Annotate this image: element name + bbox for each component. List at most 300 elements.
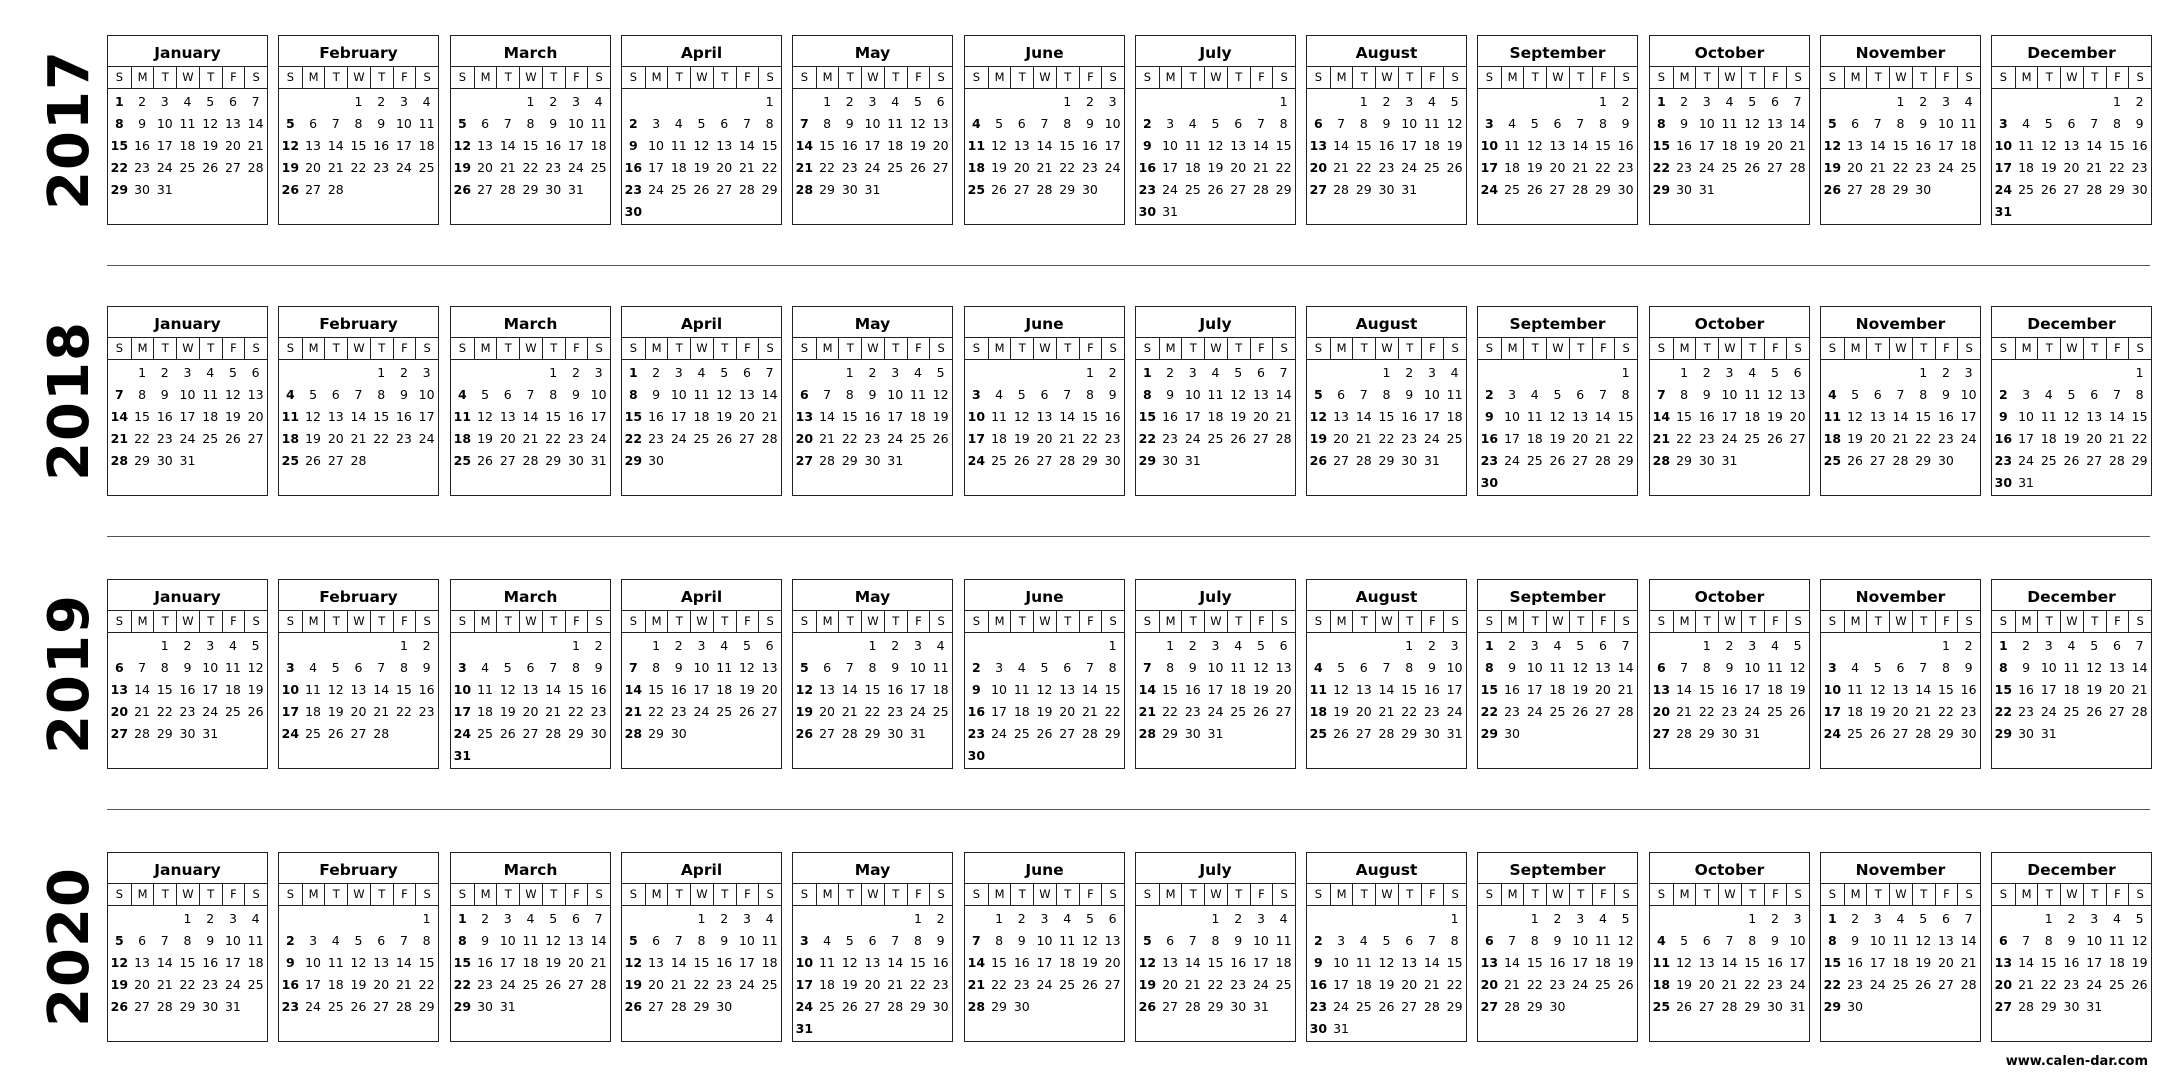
day-number: 16: [156, 409, 173, 424]
day-number: 19: [909, 138, 926, 153]
day-number: 15: [1138, 409, 1157, 424]
empty-day-cell: [1159, 91, 1182, 113]
day-number: 9: [1941, 387, 1950, 402]
day-number: 11: [1184, 138, 1201, 153]
day-number: 7: [1919, 660, 1928, 675]
day-number: 8: [1063, 116, 1072, 131]
day-number: 4: [720, 638, 729, 653]
day-number: 19: [693, 160, 710, 175]
day-number: 2: [1964, 638, 1973, 653]
weekday-header: T: [1227, 67, 1250, 88]
day-number: 28: [1915, 726, 1932, 741]
day-number: 1: [422, 911, 431, 926]
day-number: 26: [1549, 453, 1566, 468]
weekday-header: S: [929, 611, 952, 632]
day-grid: [1136, 360, 1295, 472]
day-number: 16: [841, 138, 858, 153]
month-calendar-april: [621, 306, 782, 496]
day-number: 17: [1744, 682, 1761, 697]
day-number: 16: [1960, 682, 1977, 697]
day-number: 11: [1059, 933, 1076, 948]
day-number: 12: [1676, 955, 1693, 970]
weekday-header: F: [1935, 611, 1958, 632]
weekday-header-row: [965, 884, 1124, 906]
day-number: 15: [1994, 682, 2013, 697]
day-number: 7: [1873, 116, 1882, 131]
day-number: 3: [995, 660, 1004, 675]
empty-day-cell: [2060, 91, 2083, 113]
day-number: 25: [281, 453, 300, 468]
day-number: 16: [648, 409, 665, 424]
weekday-header: M: [2015, 338, 2038, 359]
day-number: 11: [1960, 116, 1977, 131]
day-number: 24: [1207, 704, 1224, 719]
day-number: 7: [503, 116, 512, 131]
weekday-header: S: [1999, 341, 2007, 355]
day-number: 3: [1211, 638, 1220, 653]
day-number: 29: [179, 999, 196, 1014]
day-number: 11: [887, 116, 904, 131]
day-number: 9: [1017, 933, 1026, 948]
weekday-header: F: [393, 338, 416, 359]
empty-day-cell: [816, 635, 839, 657]
day-number: 21: [2131, 682, 2148, 697]
day-number: 31: [453, 748, 472, 763]
day-number: 12: [1446, 116, 1463, 131]
day-number: 4: [2067, 638, 2076, 653]
day-number: 28: [395, 999, 412, 1014]
weekday-header: S: [758, 67, 781, 88]
day-number: 4: [228, 638, 237, 653]
weekday-header-row: [965, 611, 1124, 633]
day-number: 12: [1766, 387, 1783, 402]
day-number: 25: [1275, 977, 1292, 992]
day-number: 23: [1013, 977, 1030, 992]
day-number: 21: [2018, 977, 2035, 992]
day-number: 16: [624, 160, 643, 175]
day-number: 17: [2018, 431, 2035, 446]
weekday-header: T: [2037, 338, 2060, 359]
day-number: 28: [1355, 453, 1372, 468]
day-number: 22: [1915, 431, 1932, 446]
day-number: 21: [1275, 409, 1292, 424]
day-number: 22: [624, 431, 643, 446]
day-number: 13: [1766, 116, 1783, 131]
empty-day-cell: [690, 91, 713, 113]
day-number: 21: [841, 704, 858, 719]
day-number: 10: [2040, 660, 2057, 675]
month-name: March: [451, 580, 610, 611]
day-number: 20: [1104, 955, 1121, 970]
day-number: 6: [1017, 116, 1026, 131]
month-name: August: [1307, 580, 1466, 611]
day-number: 11: [522, 933, 539, 948]
day-number: 8: [2112, 116, 2121, 131]
day-number: 11: [281, 409, 300, 424]
day-number: 1: [2135, 365, 2144, 380]
day-number: 11: [1446, 387, 1463, 402]
day-number: 20: [1994, 977, 2013, 992]
day-number: 31: [1721, 453, 1738, 468]
empty-day-cell: [1250, 91, 1273, 113]
day-number: 7: [1621, 638, 1630, 653]
day-number: 18: [1549, 682, 1566, 697]
day-number: 15: [179, 955, 196, 970]
day-number: 20: [247, 409, 264, 424]
day-number: 14: [247, 116, 264, 131]
day-grid: [965, 633, 1124, 767]
day-number: 22: [1207, 977, 1224, 992]
weekday-header: M: [2015, 884, 2038, 905]
empty-day-cell: [1010, 362, 1033, 384]
weekday-header: T: [884, 884, 907, 905]
day-number: 29: [1617, 453, 1634, 468]
day-number: 22: [1617, 431, 1634, 446]
day-number: 23: [477, 977, 494, 992]
day-number: 22: [110, 160, 129, 175]
day-number: 13: [932, 116, 949, 131]
day-number: 28: [624, 726, 643, 741]
day-number: 30: [967, 748, 986, 763]
day-number: 12: [693, 138, 710, 153]
month-calendar-december: [1991, 35, 2152, 225]
weekday-header: T: [2083, 884, 2106, 905]
day-number: 7: [160, 933, 169, 948]
day-number: 7: [2135, 638, 2144, 653]
day-number: 1: [138, 365, 147, 380]
day-grid: [1136, 906, 1295, 1018]
weekday-header: M: [131, 884, 154, 905]
weekday-header: T: [370, 67, 393, 88]
day-number: 10: [202, 660, 219, 675]
empty-day-cell: [1056, 362, 1079, 384]
weekday-header-row: [793, 67, 952, 89]
weekday-header-row: [1307, 338, 1466, 360]
day-number: 18: [761, 955, 778, 970]
weekday-header: T: [153, 338, 176, 359]
day-number: 31: [1184, 453, 1201, 468]
day-number: 6: [2112, 638, 2121, 653]
empty-day-cell: [1546, 91, 1569, 113]
weekday-header-row: [1307, 611, 1466, 633]
day-number: 14: [1869, 138, 1886, 153]
day-number: 10: [738, 933, 755, 948]
day-number: 13: [1847, 138, 1864, 153]
day-number: 21: [1504, 977, 1521, 992]
day-number: 15: [567, 682, 584, 697]
day-number: 26: [453, 182, 472, 197]
day-number: 25: [1184, 182, 1201, 197]
day-number: 19: [545, 955, 562, 970]
day-number: 5: [1382, 933, 1391, 948]
footer-site-link[interactable]: www.calen-dar.com: [2005, 1054, 2148, 1069]
day-number: 24: [1401, 160, 1418, 175]
weekday-header: F: [736, 67, 759, 88]
day-number: 29: [1480, 726, 1499, 741]
day-number: 12: [1138, 955, 1157, 970]
day-number: 22: [1480, 704, 1499, 719]
day-number: 24: [670, 431, 687, 446]
day-number: 27: [522, 726, 539, 741]
day-number: 16: [2018, 682, 2035, 697]
day-number: 9: [549, 116, 558, 131]
day-number: 16: [967, 704, 986, 719]
day-grid: [1650, 906, 1809, 1018]
day-number: 6: [652, 933, 661, 948]
day-number: 4: [1964, 94, 1973, 109]
day-number: 24: [179, 431, 196, 446]
day-number: 21: [373, 704, 390, 719]
day-number: 16: [281, 977, 300, 992]
day-number: 1: [629, 365, 638, 380]
day-number: 27: [738, 431, 755, 446]
weekday-header: S: [1443, 884, 1466, 905]
empty-day-cell: [474, 91, 497, 113]
weekday-header: S: [1443, 67, 1466, 88]
day-number: 5: [458, 116, 467, 131]
day-number: 3: [458, 660, 467, 675]
day-number: 14: [1892, 409, 1909, 424]
weekday-header: F: [907, 338, 930, 359]
day-number: 5: [286, 116, 295, 131]
day-number: 14: [590, 933, 607, 948]
day-number: 22: [179, 977, 196, 992]
day-number: 9: [1553, 933, 1562, 948]
day-number: 4: [1063, 911, 1072, 926]
day-number: 18: [2108, 955, 2125, 970]
weekday-header: M: [474, 67, 497, 88]
day-number: 18: [522, 955, 539, 970]
month-name: July: [1136, 853, 1295, 884]
day-number: 9: [183, 660, 192, 675]
day-number: 3: [422, 365, 431, 380]
day-number: 1: [1598, 94, 1607, 109]
day-number: 29: [864, 726, 881, 741]
day-number: 30: [1081, 182, 1098, 197]
day-number: 20: [716, 160, 733, 175]
day-number: 6: [823, 660, 832, 675]
empty-day-cell: [1844, 635, 1867, 657]
day-number: 3: [228, 911, 237, 926]
day-number: 4: [1530, 387, 1539, 402]
day-number: 26: [1766, 431, 1783, 446]
day-number: 19: [1915, 955, 1932, 970]
day-number: 20: [1162, 977, 1179, 992]
empty-day-cell: [988, 635, 1011, 657]
day-number: 1: [1919, 365, 1928, 380]
day-number: 20: [795, 431, 814, 446]
month-calendar-march: [450, 579, 611, 769]
day-number: 15: [1207, 955, 1224, 970]
weekday-header: W: [861, 67, 884, 88]
weekday-header: W: [1033, 884, 1056, 905]
weekday-header: M: [1673, 338, 1696, 359]
weekday-header: T: [1523, 338, 1546, 359]
day-number: 9: [1621, 116, 1630, 131]
day-number: 10: [795, 955, 814, 970]
day-number: 10: [1994, 138, 2013, 153]
day-number: 8: [1166, 660, 1175, 675]
weekday-header: T: [370, 338, 393, 359]
day-number: 19: [2040, 160, 2057, 175]
day-grid: [1992, 360, 2151, 494]
day-number: 7: [549, 660, 558, 675]
day-number: 21: [545, 704, 562, 719]
day-number: 4: [972, 116, 981, 131]
weekday-header: T: [884, 611, 907, 632]
day-number: 29: [1275, 182, 1292, 197]
day-number: 31: [499, 999, 516, 1014]
day-number: 25: [179, 160, 196, 175]
day-number: 20: [1847, 160, 1864, 175]
day-number: 13: [1549, 138, 1566, 153]
weekday-header: S: [115, 614, 123, 628]
day-number: 27: [1869, 453, 1886, 468]
day-number: 15: [545, 409, 562, 424]
day-number: 13: [567, 933, 584, 948]
day-number: 15: [1676, 409, 1693, 424]
weekday-header: T: [324, 884, 347, 905]
day-number: 16: [1617, 138, 1634, 153]
day-grid: [622, 906, 781, 1018]
day-number: 2: [1234, 911, 1243, 926]
day-number: 6: [2067, 116, 2076, 131]
weekday-header: T: [1741, 884, 1764, 905]
empty-day-cell: [1866, 635, 1889, 657]
day-grid: [279, 89, 438, 201]
weekday-header: S: [415, 67, 438, 88]
day-number: 10: [1504, 409, 1521, 424]
day-number: 26: [2086, 704, 2103, 719]
day-number: 2: [2022, 638, 2031, 653]
weekday-header: T: [496, 338, 519, 359]
day-number: 15: [909, 955, 926, 970]
day-number: 8: [1999, 660, 2008, 675]
day-number: 8: [354, 116, 363, 131]
day-number: 25: [761, 977, 778, 992]
empty-day-cell: [1650, 362, 1673, 384]
weekday-header: W: [1375, 67, 1398, 88]
day-number: 5: [936, 365, 945, 380]
weekday-header: M: [988, 611, 1011, 632]
weekday-header: S: [972, 614, 980, 628]
day-number: 28: [887, 999, 904, 1014]
day-number: 17: [2086, 955, 2103, 970]
day-grid: [279, 360, 438, 472]
day-number: 25: [1744, 431, 1761, 446]
day-number: 11: [327, 955, 344, 970]
month-calendar-august: [1306, 306, 1467, 496]
day-number: 31: [909, 726, 926, 741]
day-number: 8: [422, 933, 431, 948]
day-number: 18: [909, 409, 926, 424]
weekday-header: M: [1330, 338, 1353, 359]
day-number: 19: [1572, 682, 1589, 697]
day-number: 31: [887, 453, 904, 468]
empty-day-cell: [393, 908, 416, 930]
month-calendar-november: [1820, 852, 1981, 1042]
day-number: 3: [652, 116, 661, 131]
weekday-header: T: [496, 884, 519, 905]
weekday-header: T: [1352, 338, 1375, 359]
day-number: 29: [1355, 182, 1372, 197]
day-number: 18: [281, 431, 300, 446]
day-number: 15: [761, 138, 778, 153]
day-number: 4: [1553, 638, 1562, 653]
weekday-header-row: [793, 611, 952, 633]
day-number: 13: [1572, 409, 1589, 424]
weekday-header: W: [1375, 884, 1398, 905]
day-number: 10: [693, 660, 710, 675]
day-number: 23: [1960, 704, 1977, 719]
day-number: 24: [418, 431, 435, 446]
day-number: 6: [936, 94, 945, 109]
day-number: 31: [1789, 999, 1806, 1014]
day-number: 17: [1572, 955, 1589, 970]
weekday-header: T: [884, 67, 907, 88]
weekday-header: M: [1159, 884, 1182, 905]
day-number: 3: [972, 387, 981, 402]
day-number: 1: [183, 911, 192, 926]
empty-day-cell: [1821, 91, 1844, 113]
day-number: 28: [1275, 431, 1292, 446]
weekday-header: F: [1079, 338, 1102, 359]
weekday-header: W: [2060, 338, 2083, 359]
day-number: 20: [648, 977, 665, 992]
day-number: 14: [395, 955, 412, 970]
weekday-header: W: [1375, 338, 1398, 359]
day-number: 3: [2022, 387, 2031, 402]
empty-day-cell: [965, 91, 988, 113]
weekday-header: S: [415, 884, 438, 905]
month-name: December: [1992, 853, 2151, 884]
day-number: 15: [1915, 409, 1932, 424]
weekday-header: W: [347, 611, 370, 632]
day-number: 28: [1333, 182, 1350, 197]
day-number: 12: [2063, 409, 2080, 424]
day-number: 11: [1504, 138, 1521, 153]
day-number: 23: [1401, 431, 1418, 446]
weekday-header: T: [496, 611, 519, 632]
month-name: November: [1821, 853, 1980, 884]
weekday-header: T: [324, 338, 347, 359]
day-grid: [622, 633, 781, 745]
day-grid: [108, 633, 267, 745]
day-number: 18: [967, 160, 986, 175]
day-number: 17: [1994, 160, 2013, 175]
day-number: 28: [670, 999, 687, 1014]
day-number: 5: [1576, 638, 1585, 653]
weekday-header: S: [415, 338, 438, 359]
empty-day-cell: [793, 362, 816, 384]
day-number: 23: [2018, 704, 2035, 719]
weekday-header: F: [2106, 611, 2129, 632]
day-number: 26: [1207, 182, 1224, 197]
day-number: 12: [1823, 138, 1842, 153]
day-number: 12: [738, 660, 755, 675]
day-number: 13: [795, 409, 814, 424]
day-number: 8: [458, 933, 467, 948]
day-number: 27: [1036, 453, 1053, 468]
day-number: 13: [1594, 660, 1611, 675]
day-number: 21: [522, 431, 539, 446]
day-number: 3: [309, 933, 318, 948]
weekday-header: S: [1828, 887, 1836, 901]
day-number: 23: [1549, 977, 1566, 992]
month-name: July: [1136, 580, 1295, 611]
weekday-header-row: [1478, 67, 1637, 89]
day-number: 9: [868, 387, 877, 402]
